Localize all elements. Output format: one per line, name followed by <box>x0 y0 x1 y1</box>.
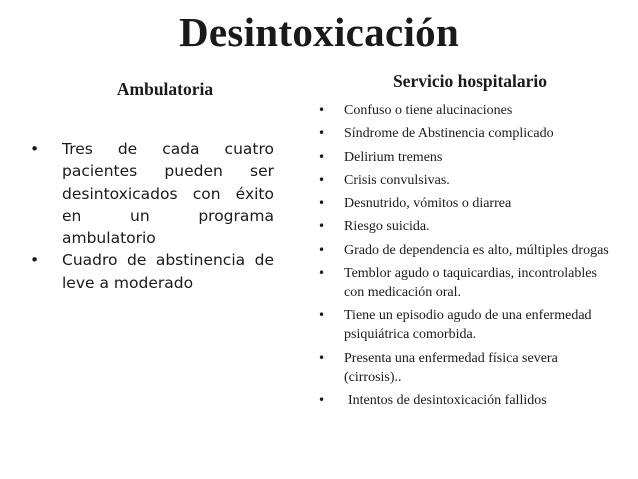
bullet-icon: • <box>318 196 326 211</box>
list-item-text: Desnutrido, vómitos o diarrea <box>344 196 512 212</box>
list-item-text: Crisis convulsivas. <box>344 172 450 188</box>
list-item-text: Confuso o tiene alucinaciones <box>344 103 513 118</box>
list-item-text: Presenta una enfermedad física severa (cirrosis).. <box>344 350 558 385</box>
list-item <box>312 349 612 387</box>
list-item <box>312 217 612 236</box>
list-item-text: Tres de cada cuatro pacientes pueden ser desintoxicados con éxito en un programa ambulatorio <box>62 140 274 248</box>
bullet-icon: • <box>318 126 326 141</box>
bullet-icon: • <box>318 242 326 257</box>
list-item-text: Intentos de desintoxicación fallidos <box>348 392 547 408</box>
list-item <box>312 171 612 190</box>
list-item <box>312 264 612 302</box>
list-item <box>30 138 274 249</box>
slide-title: Desintoxicación <box>178 9 460 55</box>
list-item <box>312 391 612 410</box>
list-item-text: Delirium tremens <box>344 149 443 165</box>
bullet-icon: • <box>318 266 326 281</box>
bullet-icon: • <box>318 103 326 117</box>
bullet-icon: • <box>318 350 326 365</box>
list-item <box>312 148 612 167</box>
list-item <box>312 124 612 143</box>
list-item-text: Tiene un episodio agudo de una enfermedad psiquiátrica comorbida. <box>344 308 592 343</box>
bullet-icon: • <box>318 172 326 187</box>
bullet-icon: • <box>318 219 326 234</box>
bullet-icon: • <box>318 149 326 164</box>
list-item-text: Síndrome de Abstinencia complicado <box>344 126 554 142</box>
list-item <box>30 249 274 294</box>
list-item <box>312 194 612 213</box>
list-item-text: Grado de dependencia es alto, múltiples drogas <box>344 242 609 258</box>
bullet-icon: • <box>30 140 40 158</box>
ambulatoria-list <box>30 138 274 294</box>
ambulatoria-heading: Ambulatoria <box>116 79 214 99</box>
bullet-icon: • <box>318 308 326 323</box>
bullet-icon: • <box>30 251 40 270</box>
list-item <box>312 306 612 344</box>
list-item <box>312 101 612 120</box>
list-item-text: Riesgo suicida. <box>344 219 430 235</box>
servicio-hospitalario-list <box>312 101 612 414</box>
bullet-icon: • <box>318 392 326 407</box>
list-item-text: Temblor agudo o taquicardias, incontrolables con medicación oral. <box>344 266 597 301</box>
list-item-text: Cuadro de abstinencia de leve a moderado <box>62 251 274 292</box>
list-item <box>312 241 612 260</box>
servicio-hospitalario-heading: Servicio hospitalario <box>392 71 548 91</box>
